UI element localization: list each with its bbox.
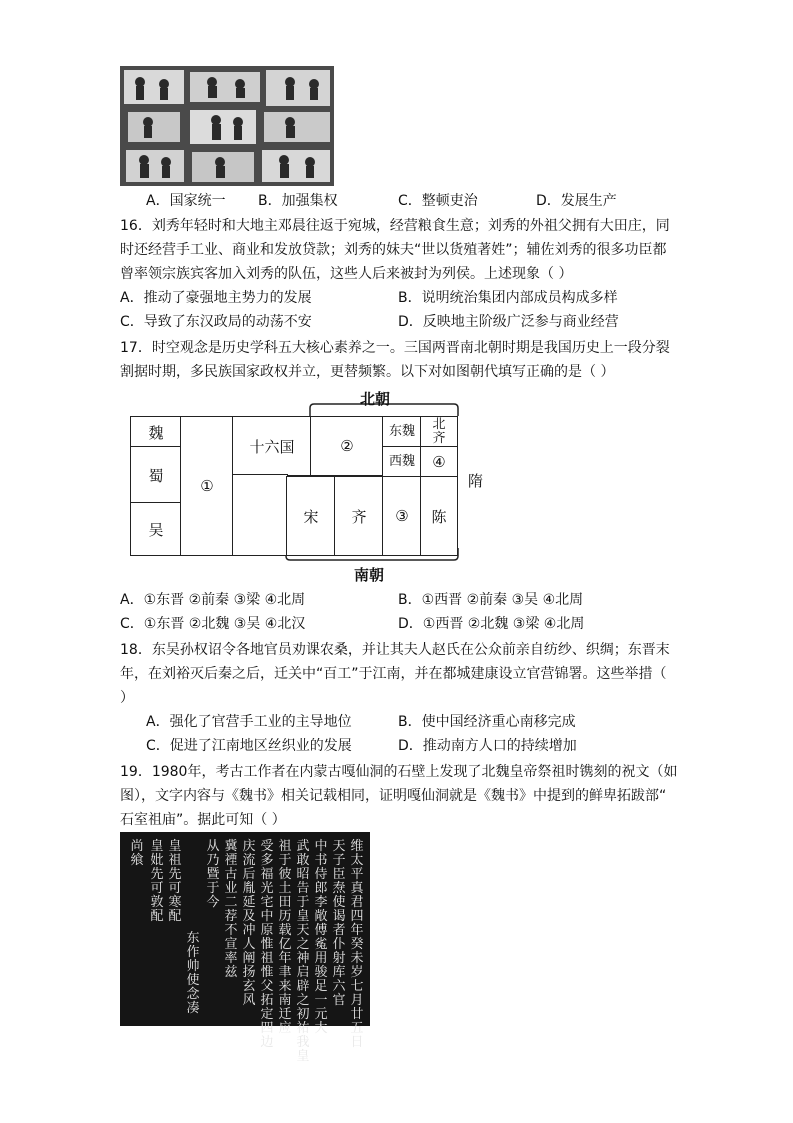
q18-option-c: C．促进了江南地区丝织业的发展	[146, 738, 352, 754]
q18-stem-line-1: 18．东吴孙权诏令各地官员劝课农桑，并让其夫人赵氏在公众前亲自纺纱、织绸；东晋末	[120, 642, 670, 658]
q19-stem-line-1: 19．1980年，考古工作者在内蒙古嘎仙洞的石壁上发现了北魏皇帝祭祖时镌刻的祝文（如	[120, 764, 678, 780]
cell-beiqi: 北齐	[420, 416, 458, 448]
cell-qi: 齐	[334, 476, 384, 556]
cell-shu: 蜀	[130, 446, 182, 504]
q17-option-a: A．①东晋 ②前秦 ③梁 ④北周	[120, 592, 306, 608]
q19-stem-line-3: 石室祖庙”。据此可知（ ）	[120, 812, 286, 828]
q16-option-c: C．导致了东汉政局的动荡不安	[120, 314, 312, 330]
stele-column: 皇妣先可敦配	[150, 839, 164, 924]
mural-image	[120, 66, 334, 186]
q15-option-a: A．国家统一	[146, 193, 226, 209]
cell-3: ③	[382, 476, 422, 556]
q18-option-b: B．使中国经济重心南移完成	[398, 714, 576, 730]
stele-inscription-image	[120, 832, 370, 1064]
q18-stem-line-2: 年，在刘裕灭后秦之后，迁关中“百工”于江南，并在都城建康设立官营锦署。这些举措（	[120, 666, 667, 682]
cell-sixteen-kingdoms: 十六国	[232, 416, 312, 476]
q17-option-b: B．①西晋 ②前秦 ③吴 ④北周	[398, 592, 584, 608]
q15-option-c: C．整顿吏治	[398, 193, 478, 209]
stele-column: 中书侍郎李敞傅㝹用骏足一元大	[314, 839, 328, 1036]
q19-stem-line-2: 图），文字内容与《魏书》相关记载相同，证明嘎仙洞就是《魏书》中提到的鲜卑拓跋部“	[120, 788, 667, 804]
cell-song: 宋	[286, 476, 336, 556]
stele-column: 尚飨	[130, 839, 144, 868]
q17-option-c: C．①东晋 ②北魏 ③吴 ④北汉	[120, 616, 306, 632]
q16-option-b: B．说明统治集团内部成员构成多样	[398, 290, 618, 306]
stele-column: 皇祖先可寒配	[168, 839, 182, 924]
cell-2: ②	[310, 416, 384, 476]
cell-jin-lower	[232, 474, 288, 556]
q16-stem-line-1: 16．刘秀年轻时和大地主邓晨往返于宛城，经营粮食生意；刘秀的外祖父拥有大田庄，同	[120, 218, 670, 234]
stele-column: 祖于彼土田历载亿年聿来南迁应	[278, 839, 292, 1036]
stele-column: 东作帅使念凑	[186, 931, 200, 1016]
mural-drawing	[120, 66, 334, 186]
q17-stem-line-1: 17．时空观念是历史学科五大核心素养之一。三国两晋南北朝时期是我国历史上一段分裂	[120, 340, 670, 356]
stele-column: 从乃暨于今	[206, 839, 220, 910]
north-dynasties-label: 北朝	[360, 390, 391, 408]
q15-option-b: B．加强集权	[258, 193, 338, 209]
stele-column: 冀禋古业二荐不宣率兹	[224, 839, 238, 980]
cell-wei: 魏	[130, 416, 182, 448]
q18-option-d: D．推动南方人口的持续增加	[398, 738, 577, 754]
cell-4: ④	[420, 446, 458, 478]
dynasty-chart	[128, 388, 494, 584]
cell-xiwei: 西魏	[382, 446, 422, 478]
q16-stem-line-2: 时还经营手工业、商业和发放贷款；刘秀的妹夫“世以货殖著姓”；辅佐刘秀的很多功臣都	[120, 242, 667, 258]
cell-dongwei: 东魏	[382, 416, 422, 448]
stele-column: 维太平真君四年癸未岁七月廿五日	[350, 839, 364, 1050]
q16-stem-line-3: 曾率领宗族宾客加入刘秀的队伍，这些人后来被封为列侯。上述现象（ ）	[120, 266, 573, 282]
cell-chen: 陈	[420, 476, 458, 556]
q18-option-a: A．强化了官营手工业的主导地位	[146, 714, 352, 730]
stele-column: 武敢昭告于皇天之神启辟之初祐我皇	[296, 839, 310, 1064]
cell-1: ①	[180, 416, 234, 556]
q17-option-d: D．①西晋 ②北魏 ③梁 ④北周	[398, 616, 585, 632]
q16-option-d: D．反映地主阶级广泛参与商业经营	[398, 314, 619, 330]
q17-stem-line-2: 割据时期，多民族国家政权并立，更替频繁。以下对如图朝代填写正确的是（ ）	[120, 364, 615, 380]
sui-label: 隋	[468, 472, 484, 490]
south-dynasties-label: 南朝	[354, 566, 385, 584]
stele-column: 庆流后胤延及冲人阐扬玄风	[242, 839, 256, 1008]
q18-stem-line-3: ）	[120, 690, 134, 706]
cell-wu: 吴	[130, 502, 182, 556]
q16-option-a: A．推动了豪强地主势力的发展	[120, 290, 312, 306]
q15-option-d: D．发展生产	[536, 193, 617, 209]
stele-column: 天子臣焘使谒者仆射库六官	[332, 839, 346, 1008]
stele-column: 受多福光宅中原惟祖惟父拓定四边	[260, 839, 274, 1050]
